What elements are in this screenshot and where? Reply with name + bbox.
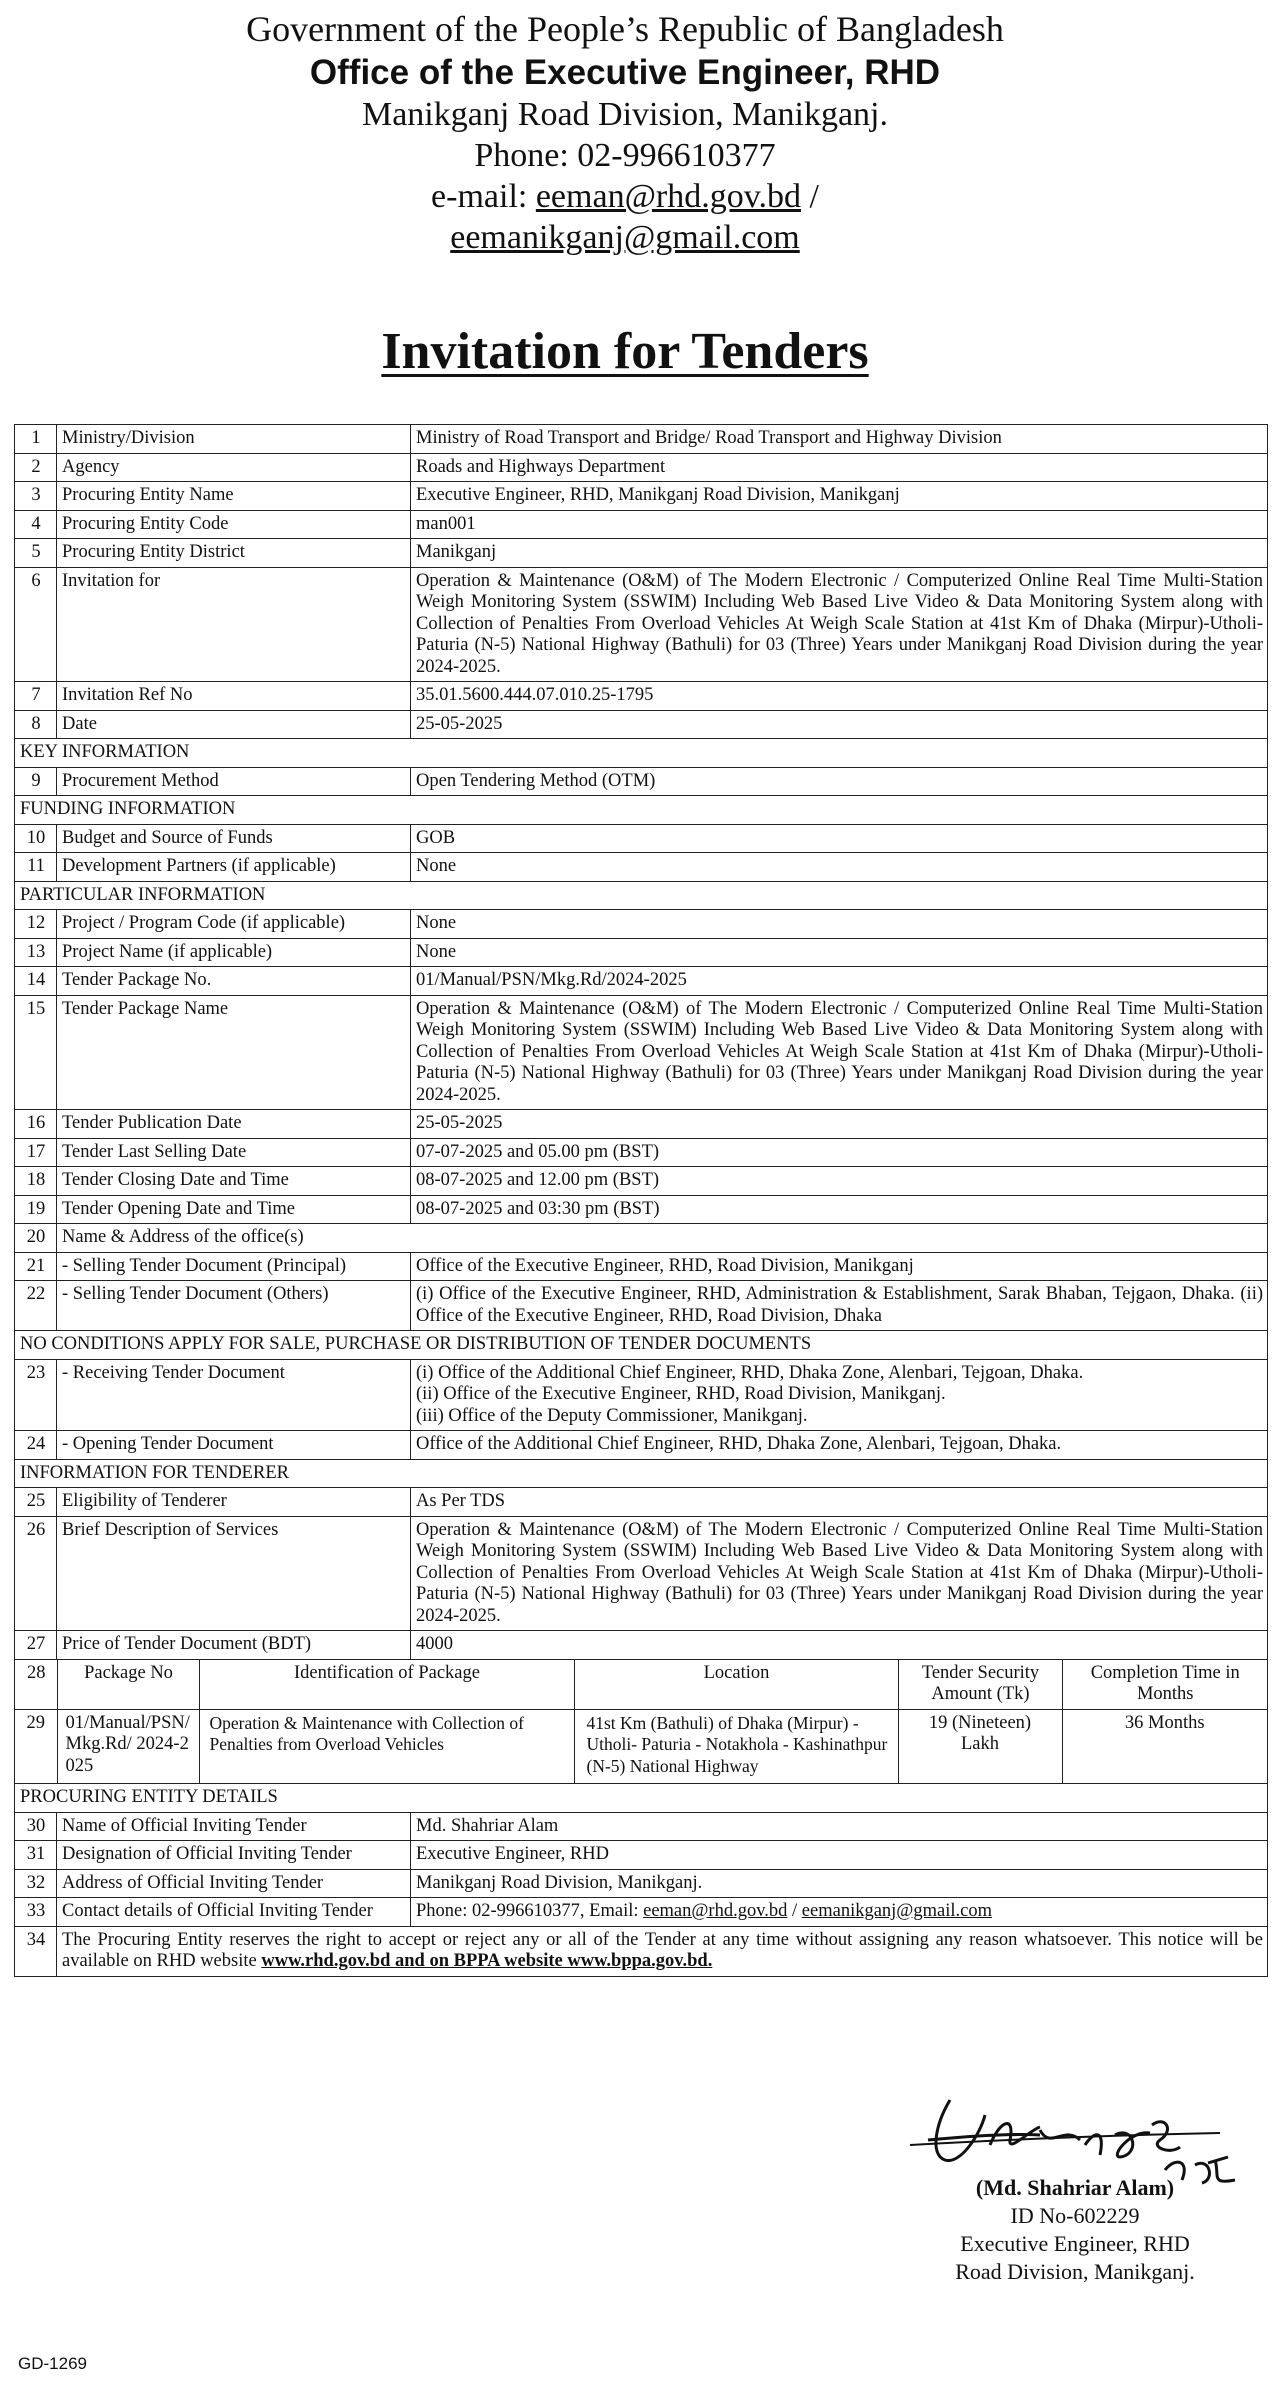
row-value: Ministry of Road Transport and Bridge/ Road Transport and Highway Division bbox=[411, 425, 1268, 454]
table-row bbox=[15, 710, 1268, 739]
row-value: Roads and Highways Department bbox=[411, 453, 1268, 482]
row-value: Open Tendering Method (OTM) bbox=[411, 767, 1268, 796]
row-value: Office of the Additional Chief Engineer, RHD, Dhaka Zone, Alenbari, Tejgoan, Dhaka. bbox=[411, 1431, 1268, 1460]
column-header-identification: Identification of Package bbox=[199, 1660, 574, 1710]
row-label: Project Name (if applicable) bbox=[57, 938, 411, 967]
signature-block bbox=[880, 2174, 1270, 2286]
row-label: - Selling Tender Document (Principal) bbox=[57, 1252, 411, 1281]
row-value: None bbox=[411, 853, 1268, 882]
section-heading-particular: PARTICULAR INFORMATION bbox=[15, 881, 1268, 910]
row-value: Md. Shahriar Alam bbox=[411, 1812, 1268, 1841]
row-number: 22 bbox=[15, 1281, 57, 1331]
package-data-row bbox=[15, 1709, 1267, 1783]
row-number: 20 bbox=[15, 1224, 57, 1253]
row-number: 23 bbox=[15, 1359, 57, 1431]
email-separator: / bbox=[801, 178, 819, 215]
row-number: 13 bbox=[15, 938, 57, 967]
row-value bbox=[57, 1926, 1268, 1976]
table-row bbox=[15, 1195, 1268, 1224]
row-number: 28 bbox=[15, 1660, 57, 1710]
section-row bbox=[15, 881, 1268, 910]
row-number: 32 bbox=[15, 1869, 57, 1898]
table-row bbox=[15, 1812, 1268, 1841]
row-number: 12 bbox=[15, 910, 57, 939]
email-line bbox=[0, 176, 1250, 217]
row-number: 34 bbox=[15, 1926, 57, 1976]
row-value: GOB bbox=[411, 824, 1268, 853]
row-number: 14 bbox=[15, 967, 57, 996]
table-row bbox=[15, 938, 1268, 967]
row-value: None bbox=[411, 938, 1268, 967]
row-value: As Per TDS bbox=[411, 1488, 1268, 1517]
table-row bbox=[15, 539, 1268, 568]
contact-email-1[interactable]: eeman@rhd.gov.bd bbox=[643, 1901, 788, 1921]
row-value: Manikganj Road Division, Manikganj. bbox=[411, 1869, 1268, 1898]
row-label: Project / Program Code (if applicable) bbox=[57, 910, 411, 939]
table-row bbox=[15, 1281, 1268, 1331]
row-number: 1 bbox=[15, 425, 57, 454]
row-number: 25 bbox=[15, 1488, 57, 1517]
row-label: Name & Address of the office(s) bbox=[57, 1224, 1268, 1253]
notice-text: The Procuring Entity reserves the right to accept or reject any or all of the Tender at any time without assigning any reason whatsoever. This notice will be available on RHD website bbox=[62, 1929, 1263, 1971]
table-row bbox=[15, 995, 1268, 1110]
row-value: Manikganj bbox=[411, 539, 1268, 568]
row-value: 4000 bbox=[411, 1631, 1268, 1660]
email-line-2 bbox=[0, 217, 1250, 258]
row-value: 07-07-2025 and 05.00 pm (BST) bbox=[411, 1138, 1268, 1167]
package-no: 01/Manual/PSN/Mkg.Rd/ 2024-2025 bbox=[57, 1709, 199, 1783]
row-label: Contact details of Official Inviting Tender bbox=[57, 1898, 411, 1927]
table-row bbox=[15, 1631, 1268, 1660]
section-heading-key: KEY INFORMATION bbox=[15, 739, 1268, 768]
signatory-office: Road Division, Manikganj. bbox=[955, 2259, 1195, 2284]
title-text: Invitation for Tenders bbox=[381, 323, 869, 380]
footer-code: GD-1269 bbox=[18, 2354, 87, 2373]
row-number: 11 bbox=[15, 853, 57, 882]
row-value: Operation & Maintenance (O&M) of The Modern Electronic / Computerized Online Real Time Multi-Station Weigh Monitoring System (SSWIM) Including Web Based Live Video & Data Monitoring System along with Collection of Penalties From Overload Vehicles At Weigh Scale Station at 41st Km of Dhaka (Mirpur)-Utholi-Paturia (N-5) National Highway (Bathuli) for 03 (Three) Years under Manikganj Road Division during the year 2024-2025. bbox=[411, 1516, 1268, 1631]
row-label: Date bbox=[57, 710, 411, 739]
row-value: Office of the Executive Engineer, RHD, Road Division, Manikganj bbox=[411, 1252, 1268, 1281]
website-link[interactable]: www.rhd.gov.bd and on BPPA website www.bppa.gov.bd. bbox=[261, 1951, 713, 1971]
row-number: 2 bbox=[15, 453, 57, 482]
table-row bbox=[15, 853, 1268, 882]
table-row bbox=[15, 682, 1268, 711]
row-label: - Opening Tender Document bbox=[57, 1431, 411, 1460]
row-number: 19 bbox=[15, 1195, 57, 1224]
row-label: Tender Last Selling Date bbox=[57, 1138, 411, 1167]
row-value: 35.01.5600.444.07.010.25-1795 bbox=[411, 682, 1268, 711]
section-row bbox=[15, 1784, 1268, 1813]
column-header-completion: Completion Time in Months bbox=[1062, 1660, 1267, 1710]
column-header-package-no: Package No bbox=[57, 1660, 199, 1710]
table-row bbox=[15, 967, 1268, 996]
section-heading-funding: FUNDING INFORMATION bbox=[15, 796, 1268, 825]
section-heading-tenderer: INFORMATION FOR TENDERER bbox=[15, 1459, 1268, 1488]
table-row bbox=[15, 1138, 1268, 1167]
government-line: Government of the People’s Republic of Bangladesh bbox=[246, 9, 1004, 49]
row-number: 9 bbox=[15, 767, 57, 796]
row-number: 15 bbox=[15, 995, 57, 1110]
row-label: Eligibility of Tenderer bbox=[57, 1488, 411, 1517]
row-label: Agency bbox=[57, 453, 411, 482]
table-row bbox=[15, 567, 1268, 682]
row-number: 21 bbox=[15, 1252, 57, 1281]
row-label: Procurement Method bbox=[57, 767, 411, 796]
contact-prefix: Phone: 02-996610377, Email: bbox=[416, 1901, 644, 1921]
column-header-location: Location bbox=[574, 1660, 898, 1710]
row-value bbox=[411, 1898, 1268, 1927]
row-number: 31 bbox=[15, 1841, 57, 1870]
signatory-designation: Executive Engineer, RHD bbox=[960, 2231, 1190, 2256]
table-row bbox=[15, 1359, 1268, 1431]
email-link-2[interactable]: eemanikganj@gmail.com bbox=[450, 219, 800, 256]
row-number: 6 bbox=[15, 567, 57, 682]
row-label: Ministry/Division bbox=[57, 425, 411, 454]
letterhead bbox=[0, 8, 1250, 258]
row-label: Address of Official Inviting Tender bbox=[57, 1869, 411, 1898]
package-table-row bbox=[15, 1659, 1268, 1784]
row-label: Budget and Source of Funds bbox=[57, 824, 411, 853]
row-value: man001 bbox=[411, 510, 1268, 539]
table-row bbox=[15, 910, 1268, 939]
section-row bbox=[15, 739, 1268, 768]
row-number: 24 bbox=[15, 1431, 57, 1460]
tender-table bbox=[14, 424, 1268, 1977]
section-row bbox=[15, 1459, 1268, 1488]
row-label: Tender Publication Date bbox=[57, 1110, 411, 1139]
table-row bbox=[15, 1926, 1268, 1976]
row-value: (i) Office of the Executive Engineer, RHD, Administration & Establishment, Sarak Bhaban, Tejgaon, Dhaka. (ii) Office of the Executive Engineer, RHD, Road Division, Dhaka bbox=[411, 1281, 1268, 1331]
section-heading-procuring: PROCURING ENTITY DETAILS bbox=[15, 1784, 1268, 1813]
table-row bbox=[15, 1516, 1268, 1631]
table-row bbox=[15, 425, 1268, 454]
row-number: 26 bbox=[15, 1516, 57, 1631]
section-heading-no-conditions: NO CONDITIONS APPLY FOR SALE, PURCHASE OR DISTRIBUTION OF TENDER DOCUMENTS bbox=[15, 1331, 1268, 1360]
contact-separator: / bbox=[787, 1901, 802, 1921]
signatory-name: (Md. Shahriar Alam) bbox=[975, 2175, 1175, 2200]
table-row bbox=[15, 1252, 1268, 1281]
office-line: Office of the Executive Engineer, RHD bbox=[309, 53, 941, 92]
division-line: Manikganj Road Division, Manikganj. bbox=[361, 96, 888, 133]
row-number: 10 bbox=[15, 824, 57, 853]
package-completion: 36 Months bbox=[1124, 1712, 1205, 1733]
row-label: Designation of Official Inviting Tender bbox=[57, 1841, 411, 1870]
row-label: Invitation Ref No bbox=[57, 682, 411, 711]
row-number: 4 bbox=[15, 510, 57, 539]
row-value: 01/Manual/PSN/Mkg.Rd/2024-2025 bbox=[411, 967, 1268, 996]
package-location: 41st Km (Bathuli) of Dhaka (Mirpur) - Utholi- Paturia - Notakhola - Kashinathpur (N-5) National Highway bbox=[574, 1709, 898, 1783]
receiving-office-2: (ii) Office of the Executive Engineer, RHD, Road Division, Manikganj. bbox=[416, 1384, 946, 1404]
package-security: 19 (Nineteen) Lakh bbox=[898, 1709, 1062, 1783]
row-number: 16 bbox=[15, 1110, 57, 1139]
row-label: Tender Package No. bbox=[57, 967, 411, 996]
table-row bbox=[15, 1841, 1268, 1870]
row-number: 3 bbox=[15, 482, 57, 511]
row-value: Operation & Maintenance (O&M) of The Modern Electronic / Computerized Online Real Time Multi-Station Weigh Monitoring System (SSWIM) Including Web Based Live Video & Data Monitoring System along with Collection of Penalties From Overload Vehicles At Weigh Scale Station at 41st Km of Dhaka (Mirpur)-Utholi-Paturia (N-5) National Highway (Bathuli) for 03 (Three) Years under Manikganj Road Division during the year 2024-2025. bbox=[411, 567, 1268, 682]
table-row bbox=[15, 482, 1268, 511]
page-title bbox=[0, 322, 1250, 381]
table-row bbox=[15, 1110, 1268, 1139]
row-label: Tender Package Name bbox=[57, 995, 411, 1110]
package-table bbox=[15, 1660, 1267, 1784]
row-label: Brief Description of Services bbox=[57, 1516, 411, 1631]
row-value: None bbox=[411, 910, 1268, 939]
row-label: Tender Opening Date and Time bbox=[57, 1195, 411, 1224]
email-label: e-mail: bbox=[431, 178, 536, 215]
table-row bbox=[15, 1869, 1268, 1898]
row-value: Executive Engineer, RHD, Manikganj Road Division, Manikganj bbox=[411, 482, 1268, 511]
row-value: Executive Engineer, RHD bbox=[411, 1841, 1268, 1870]
table-row bbox=[15, 1898, 1268, 1927]
table-row bbox=[15, 824, 1268, 853]
package-identification: Operation & Maintenance with Collection of Penalties from Overload Vehicles bbox=[199, 1709, 574, 1783]
row-number: 18 bbox=[15, 1167, 57, 1196]
row-label: - Selling Tender Document (Others) bbox=[57, 1281, 411, 1331]
row-value bbox=[411, 1359, 1268, 1431]
row-label: Procuring Entity Name bbox=[57, 482, 411, 511]
signatory-id: ID No-602229 bbox=[1010, 2203, 1140, 2228]
table-row bbox=[15, 1431, 1268, 1460]
row-label: Development Partners (if applicable) bbox=[57, 853, 411, 882]
table-row bbox=[15, 510, 1268, 539]
table-row bbox=[15, 767, 1268, 796]
receiving-office-3: (iii) Office of the Deputy Commissioner, Manikganj. bbox=[416, 1405, 808, 1426]
row-number: 5 bbox=[15, 539, 57, 568]
column-header-security: Tender Security Amount (Tk) bbox=[898, 1660, 1062, 1710]
row-label: Procuring Entity District bbox=[57, 539, 411, 568]
row-value: 25-05-2025 bbox=[411, 710, 1268, 739]
section-row bbox=[15, 1331, 1268, 1360]
table-row bbox=[15, 453, 1268, 482]
row-number: 30 bbox=[15, 1812, 57, 1841]
row-number: 17 bbox=[15, 1138, 57, 1167]
row-label: Price of Tender Document (BDT) bbox=[57, 1631, 411, 1660]
table-row bbox=[15, 1488, 1268, 1517]
row-label: - Receiving Tender Document bbox=[57, 1359, 411, 1431]
row-label: Invitation for bbox=[57, 567, 411, 682]
row-number: 8 bbox=[15, 710, 57, 739]
table-row bbox=[15, 1224, 1268, 1253]
row-number: 27 bbox=[15, 1631, 57, 1660]
email-link-1[interactable]: eeman@rhd.gov.bd bbox=[535, 178, 801, 215]
package-header-row bbox=[15, 1660, 1267, 1710]
row-label: Tender Closing Date and Time bbox=[57, 1167, 411, 1196]
row-label: Name of Official Inviting Tender bbox=[57, 1812, 411, 1841]
table-row bbox=[15, 1167, 1268, 1196]
row-number: 33 bbox=[15, 1898, 57, 1927]
section-row bbox=[15, 796, 1268, 825]
row-label: Procuring Entity Code bbox=[57, 510, 411, 539]
row-value: 25-05-2025 bbox=[411, 1110, 1268, 1139]
receiving-office-1: (i) Office of the Additional Chief Engineer, RHD, Dhaka Zone, Alenbari, Tejgoan, Dhaka. bbox=[416, 1362, 1084, 1383]
row-value: 08-07-2025 and 12.00 pm (BST) bbox=[411, 1167, 1268, 1196]
row-value: 08-07-2025 and 03:30 pm (BST) bbox=[411, 1195, 1268, 1224]
contact-email-2[interactable]: eemanikganj@gmail.com bbox=[801, 1901, 992, 1921]
row-number: 7 bbox=[15, 682, 57, 711]
phone-line: Phone: 02-996610377 bbox=[474, 137, 776, 174]
row-value: Operation & Maintenance (O&M) of The Modern Electronic / Computerized Online Real Time Multi-Station Weigh Monitoring System (SSWIM) Including Web Based Live Video & Data Monitoring System along with Collection of Penalties From Overload Vehicles At Weigh Scale Station at 41st Km of Dhaka (Mirpur)-Utholi-Paturia (N-5) National Highway (Bathuli) for 03 (Three) Years under Manikganj Road Division during the year 2024-2025. bbox=[411, 995, 1268, 1110]
row-number: 29 bbox=[15, 1709, 57, 1783]
